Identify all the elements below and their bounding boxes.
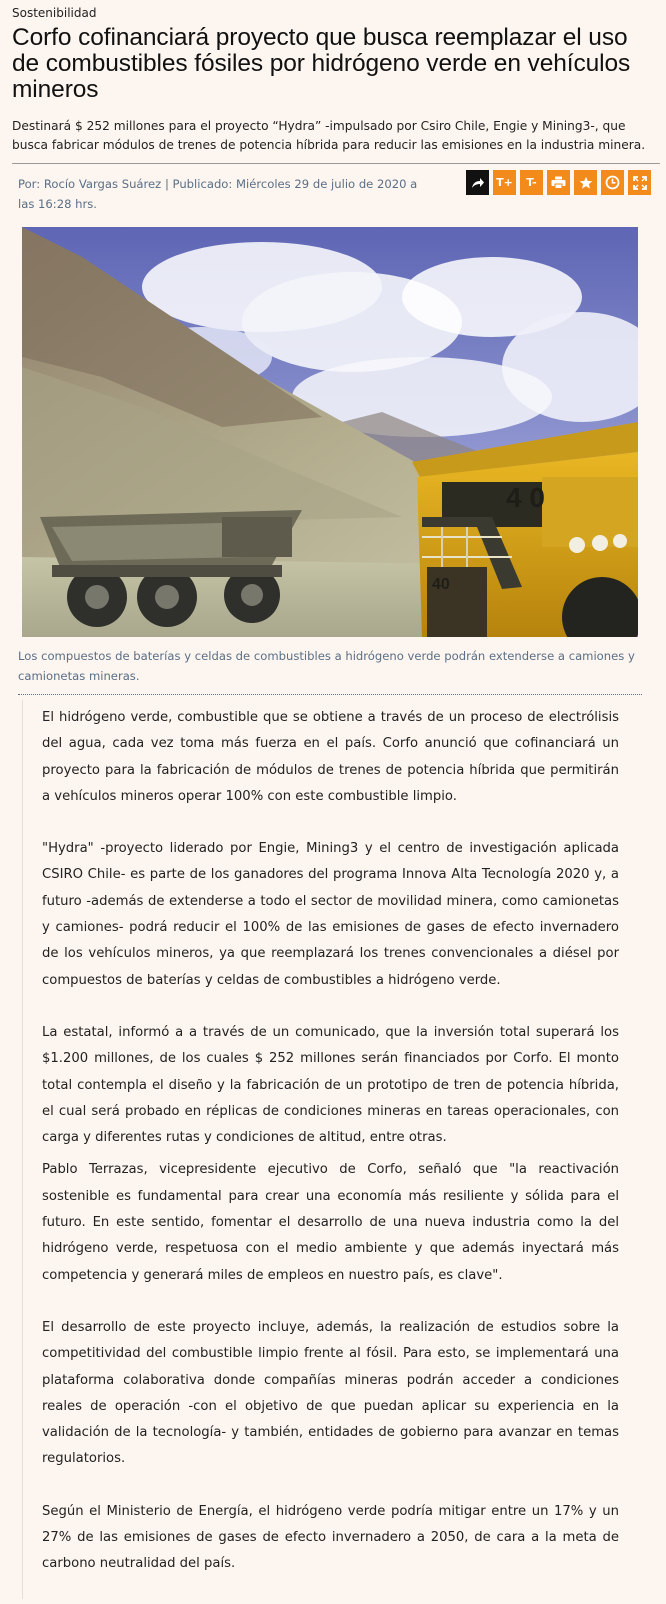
left-haul-truck bbox=[40, 510, 302, 627]
article-left-border bbox=[22, 700, 23, 1599]
font-decrease-button[interactable]: T- bbox=[520, 170, 543, 195]
article-paragraph: "Hydra" -proyecto liderado por Engie, Mining3 y el centro de investigación aplicada CSIRO Chile- es parte de los ganadores del programa Innova Alta Tecnología 2020 y, a futuro -además de extenderse a todo el sector de movilidad minera, como camionetas y camiones- podrá reducir el 100% de las emisiones de gases de efecto invernadero de los vehículos mineros, ya que reemplazará los trenes convencionales a diésel por compuestos de baterías y celdas de combustibles a hidrógeno verde. bbox=[42, 841, 619, 988]
star-icon[interactable] bbox=[574, 170, 597, 195]
share-arrow-icon[interactable] bbox=[466, 170, 489, 195]
caption-divider bbox=[18, 694, 642, 695]
headline: Corfo cofinanciará proyecto que busca reemplazar el uso de combustibles fósiles por hidrógeno verde en vehículos mineros bbox=[12, 24, 631, 103]
photo-caption: Los compuestos de baterías y celdas de combustibles a hidrógeno verde podrán extenderse a camiones y camionetas mineras. bbox=[18, 649, 635, 683]
font-increase-button[interactable]: T+ bbox=[493, 170, 516, 195]
article-paragraph: El hidrógeno verde, combustible que se obtiene a través de un proceso de electrólisis del agua, cada vez toma más fuerza en el país. Corfo anunció que cofinanciará un proyecto para la fabricación de módulos de trenes de potencia híbrida que permitirán a vehículos mineros operar 100% con este combustible limpio. bbox=[42, 710, 619, 804]
article-body bbox=[42, 705, 619, 1604]
subheadline: Destinará $ 252 millones para el proyecto “Hydra” -impulsado por Csiro Chile, Engie y Mining3-, que busca fabricar módulos de trenes de potencia híbrida para reducir las emisiones en la industria minera. bbox=[12, 119, 646, 152]
truck-number-side: 40 bbox=[432, 576, 450, 593]
article-paragraph: Pablo Terrazas, vicepresidente ejecutivo de Corfo, señaló que "la reactivación sostenible es fundamental para crear una economía más resiliente y sólida para el futuro. En este sentido, fomentar el desarrollo de una nueva industria como la del hidrógeno verde, respetuosa con el medio ambiente y que además inyectará más competencia y generará miles de empleos en nuestro país, es clave". bbox=[42, 1162, 619, 1283]
clock-icon[interactable] bbox=[601, 170, 624, 195]
truck-number-front: 4 0 bbox=[506, 482, 545, 513]
byline: Por: Rocío Vargas Suárez | Publicado: Miércoles 29 de julio de 2020 a las 16:28 hrs. bbox=[18, 177, 418, 211]
article-paragraph: La estatal, informó a a través de un comunicado, que la inversión total superará los $1.200 millones, de los cuales $ 252 millones serán financiados por Corfo. El monto total contempla el diseño y la fabricación de un prototipo de tren de potencia híbrida, el cual será probado en réplicas de condiciones mineras en tareas operacionales, con carga y diferentes rutas y condiciones de altitud, entre otras. bbox=[42, 1024, 619, 1146]
article-paragraph: Según el Ministerio de Energía, el hidrógeno verde podría mitigar entre un 17% y un 27% de las emisiones de gases de efecto invernadero a 2050, de cara a la meta de carbono neutralidad del país. bbox=[42, 1503, 619, 1572]
article-toolbar bbox=[466, 170, 651, 195]
header-divider bbox=[12, 163, 660, 164]
article-photo[interactable] bbox=[22, 227, 638, 637]
section-label[interactable]: Sostenibilidad bbox=[12, 6, 97, 20]
expand-icon[interactable] bbox=[628, 170, 651, 195]
printer-icon[interactable] bbox=[547, 170, 570, 195]
article-paragraph: El desarrollo de este proyecto incluye, además, la realización de estudios sobre la competitividad del combustible limpio frente al fósil. Para esto, se implementará una plataforma colaborativa donde compañías mineras podrán acceder a condiciones reales de operación -con el objetivo de que puedan aplicar su experiencia en la validación de la tecnología- y también, entidades de gobierno para avanzar en temas regulatorios. bbox=[42, 1319, 619, 1467]
